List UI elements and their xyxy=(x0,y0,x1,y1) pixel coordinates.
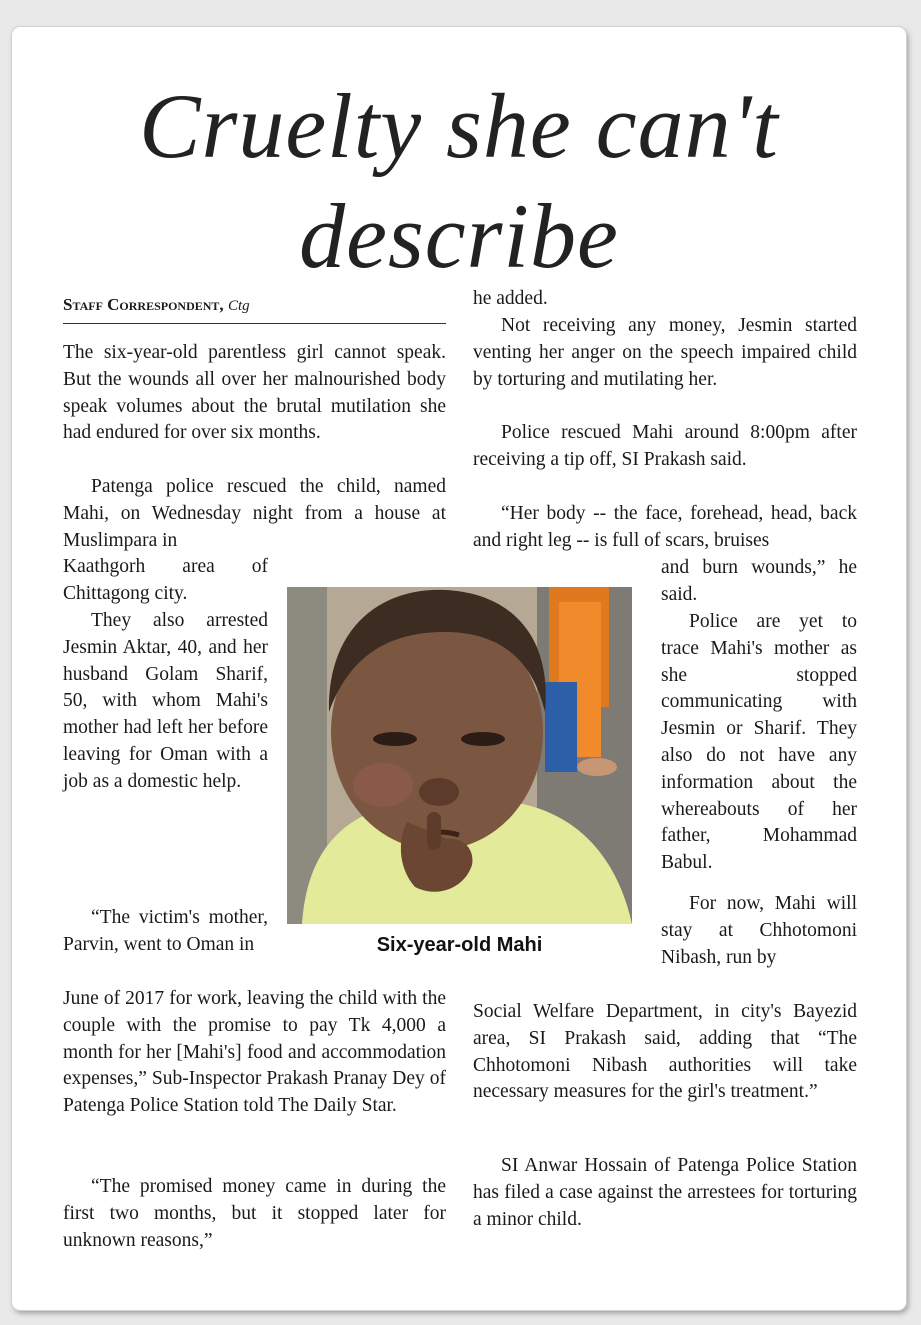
col1-paragraph-4: “The victim's mother, Parvin, went to Oman in xyxy=(63,907,268,955)
byline-author: Staff Correspondent, xyxy=(63,295,224,314)
photo-child xyxy=(287,587,632,924)
col2-paragraph-4-cont: and burn wounds,” he said. xyxy=(661,557,857,605)
col1-paragraph-1: The six-year-old parentless girl cannot speak. But the wounds all over her malnourished body speak volumes about the brutal mutilation she had endured for over six months. xyxy=(63,342,446,444)
news-clipping xyxy=(12,27,906,1310)
col1-paragraph-5: “The promised money came in during the first two months, but it stopped later for unknown reasons,” xyxy=(63,1176,446,1251)
byline xyxy=(63,295,446,324)
col2-paragraph-6-cont: Social Welfare Department, in city's Bayezid area, SI Prakash said, adding that “The Chhotomoni Nibash authorities will take necessary measures for the girl's treatment.” xyxy=(473,1001,857,1103)
photo-caption: Six-year-old Mahi xyxy=(376,934,543,956)
col2-paragraph-7: SI Anwar Hossain of Patenga Police Station has filed a case against the arrestees for torturing a minor child. xyxy=(473,1155,857,1230)
col1-paragraph-3: They also arrested Jesmin Aktar, 40, and her husband Golam Sharif, 50, with whom Mahi's mother had left her before leaving for Oman with a job as a domestic help. xyxy=(63,610,268,792)
col2-paragraph-2: Not receiving any money, Jesmin started venting her anger on the speech impaired child by torturing and mutilating her. xyxy=(473,315,857,390)
headline-line-2: describe xyxy=(299,185,619,287)
col1-paragraph-2: Patenga police rescued the child, named Mahi, on Wednesday night from a house at Muslimpara in xyxy=(63,476,446,551)
col2-paragraph-3: Police rescued Mahi around 8:00pm after receiving a tip off, SI Prakash said. xyxy=(473,422,857,470)
col2-paragraph-5: Police are yet to trace Mahi's mother as she stopped communicating with Jesmin or Sharif. They also do not have any information about the whereabouts of her father, Mohammad Babul. xyxy=(661,611,857,874)
col1-paragraph-2-cont: Kaathgorh area of Chittagong city. xyxy=(63,556,268,604)
col2-paragraph-6: For now, Mahi will stay at Chhotomoni Nibash, run by xyxy=(661,893,857,968)
col2-paragraph-4: “Her body -- the face, forehead, head, back and right leg -- is full of scars, bruises xyxy=(473,503,857,551)
byline-location: Ctg xyxy=(227,298,250,314)
col2-paragraph-1: he added. xyxy=(473,288,548,309)
child-photo-illustration xyxy=(287,587,632,924)
headline xyxy=(12,71,906,291)
headline-line-1: Cruelty she can't xyxy=(139,75,779,177)
col1-paragraph-4-cont: June of 2017 for work, leaving the child with the couple with the promise to pay Tk 4,000 a month for her [Mahi's] food and accommodation expenses,” Sub-Inspector Prakash Pranay Dey of Patenga Police Station told The Daily Star. xyxy=(63,988,446,1117)
